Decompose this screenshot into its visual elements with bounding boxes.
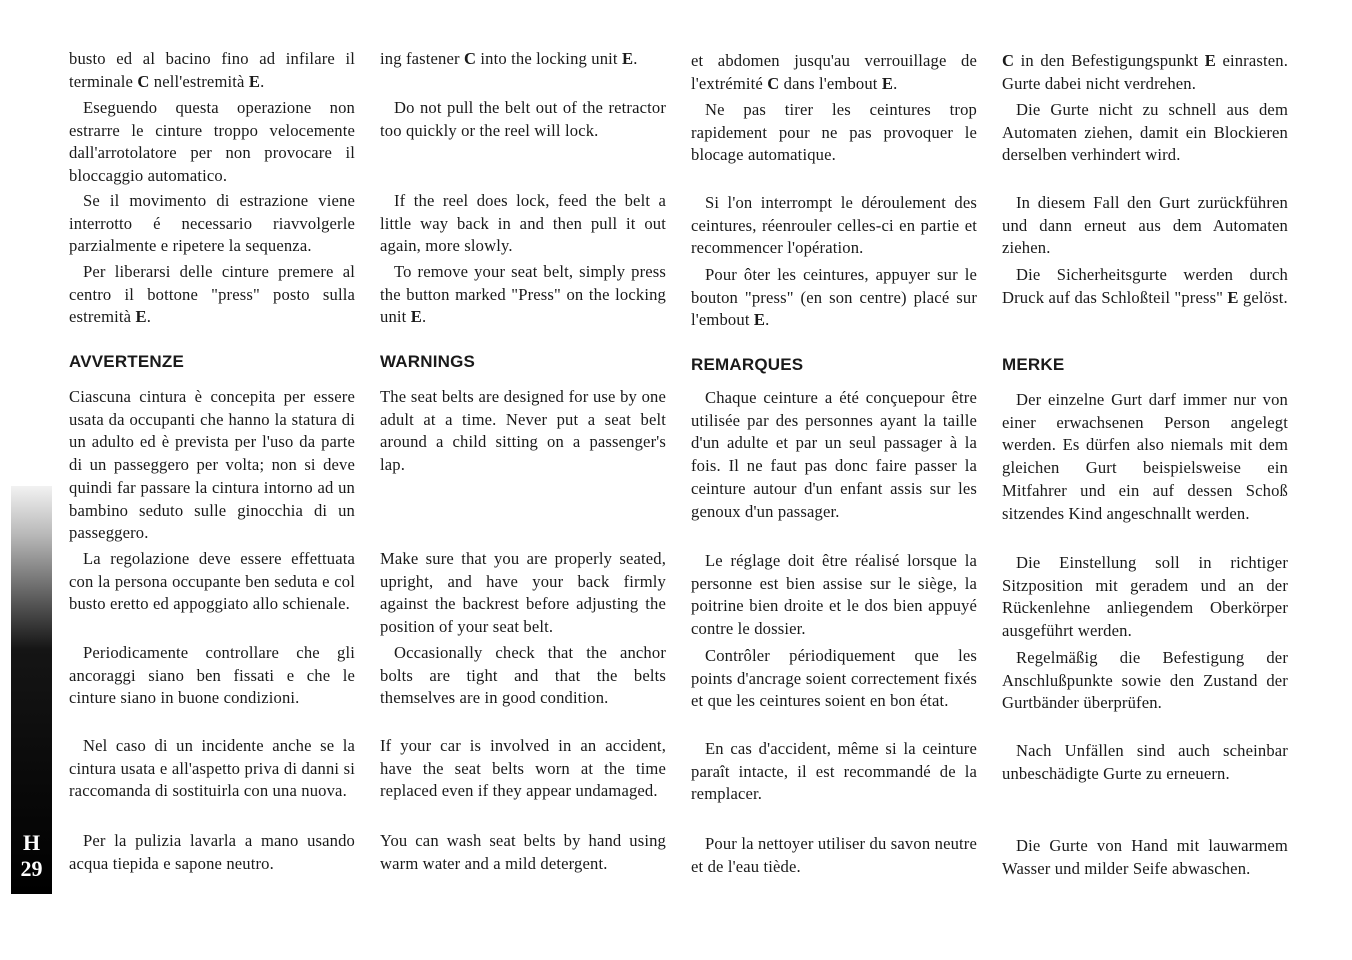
paragraph: Se il movimento di estrazione viene interrotto é necessario riavvolgerle parzialmente e ripetere la sequenza. <box>69 191 355 256</box>
paragraph: In diesem Fall den Gurt zurückführen und dann erneut aus dem Automaten ziehen. <box>1002 193 1288 258</box>
paragraph: Nel caso di un incidente anche se la cintura usata e all'aspetto priva di danni si raccomanda di sostituirla con una nuova. <box>69 736 355 801</box>
paragraph: If the reel does lock, feed the belt a little way back in and then pull it out again, more slowly. <box>380 191 666 256</box>
paragraph: Die Sicherheitsgurte werden durch Druck auf das Schloßteil "press" E gelöst. <box>1002 265 1288 307</box>
paragraph: Ne pas tirer les ceintures trop rapidement pour ne pas provoquer le blocage automatique. <box>691 100 977 165</box>
section-tab <box>11 486 52 894</box>
paragraph: Ciascuna cintura è concepita per essere usata da occupanti che hanno la statura di un adulto ed è prevista per l'uso da parte di un passeggero per volta; non si deve quindi far passare la cintura intorno ad un bambino seduto sulle ginocchia di un passeggero. <box>69 387 355 543</box>
paragraph: C in den Befestigungspunkt E einrasten. Gurte dabei nicht verdrehen. <box>1002 51 1288 93</box>
paragraph: Regelmäßig die Befestigung der Anschlußpunkte sowie den Zustand der Gurtbänder überprüfen. <box>1002 648 1288 713</box>
section-heading: REMARQUES <box>691 355 804 374</box>
paragraph: Eseguendo questa operazione non estrarre le cinture troppo velocemente dall'arrotolatore per non provocare il bloccaggio automatico. <box>69 98 355 186</box>
paragraph: ing fastener C into the locking unit E. <box>380 49 638 68</box>
paragraph: Periodicamente controllare che gli ancoraggi siano ben fissati e che le cinture siano in buone condizioni. <box>69 643 355 708</box>
paragraph: Pour ôter les ceintures, appuyer sur le bouton "press" (en son centre) placé sur l'embout E. <box>691 265 977 330</box>
paragraph: busto ed al bacino fino ad infilare il terminale C nell'estremità E. <box>69 49 355 91</box>
paragraph: En cas d'accident, même si la ceinture paraît intacte, il est recommandé de la remplacer. <box>691 739 977 804</box>
paragraph: Do not pull the belt out of the retractor too quickly or the reel will lock. <box>380 98 666 140</box>
section-letter: H <box>22 830 41 855</box>
section-heading: WARNINGS <box>380 352 476 371</box>
paragraph: Le réglage doit être réalisé lorsque la personne est bien assise sur le siège, la poitrine bien droite et le dos bien appuyé contre le dossier. <box>691 551 977 639</box>
page-number: 29 <box>20 856 43 881</box>
paragraph: Die Einstellung soll in richtiger Sitzposition mit geradem und an der Rückenlehne anliegendem Oberkörper ausgeführt werden. <box>1002 553 1288 641</box>
paragraph: To remove your seat belt, simply press the button marked "Press" on the locking unit E. <box>380 262 666 327</box>
paragraph: Make sure that you are properly seated, upright, and have your back firmly against the backrest before adjusting the position of your seat belt. <box>380 549 666 637</box>
paragraph: If your car is involved in an accident, have the seat belts worn at the time replaced even if they appear undamaged. <box>380 736 666 801</box>
paragraph: Pour la nettoyer utiliser du savon neutre et de l'eau tiède. <box>691 834 977 876</box>
paragraph: The seat belts are designed for use by one adult at a time. Never put a seat belt around a child sitting on a passenger's lap. <box>380 387 666 475</box>
paragraph: Contrôler périodiquement que les points d'ancrage soient correctement fixés et que les ceintures soient en bon état. <box>691 646 977 711</box>
paragraph: You can wash seat belts by hand using warm water and a mild detergent. <box>380 831 666 873</box>
paragraph: Die Gurte von Hand mit lauwarmem Wasser und milder Seife abwaschen. <box>1002 836 1288 878</box>
paragraph: Per la pulizia lavarla a mano usando acqua tiepida e sapone neutro. <box>69 831 355 873</box>
paragraph: Si l'on interrompt le déroulement des ceintures, réenrouler celles-ci en partie et recommencer l'opération. <box>691 193 977 258</box>
paragraph: Occasionally check that the anchor bolts are tight and that the belts themselves are in good condition. <box>380 643 666 708</box>
paragraph: La regolazione deve essere effettuata con la persona occupante ben seduta e col busto eretto ed appoggiato allo schienale. <box>69 549 355 614</box>
paragraph: Der einzelne Gurt darf immer nur von einer erwachsenen Person angelegt werden. Es dürfen also niemals mit dem gleichen Gurt beispielsweise ein Mitfahrer und ein auf dessen Schoß sitzendes Kind angeschnallt werden. <box>1002 390 1288 523</box>
paragraph: Die Gurte nicht zu schnell aus dem Automaten ziehen, damit ein Blockieren derselben verhindert wird. <box>1002 100 1288 165</box>
paragraph: Nach Unfällen sind auch scheinbar unbeschädigte Gurte zu erneuern. <box>1002 741 1288 783</box>
paragraph: Chaque ceinture a été conçuepour être utilisée par des personnes ayant la taille d'un adulte et par un seul passager à la fois. Il ne faut pas donc faire passer la ceinture autour d'un enfant assis sur les genoux d'un passager. <box>691 388 977 521</box>
section-heading: MERKE <box>1002 355 1065 374</box>
section-heading: AVVERTENZE <box>69 352 185 371</box>
paragraph: et abdomen jusqu'au verrouillage de l'extrémité C dans l'embout E. <box>691 51 977 93</box>
paragraph: Per liberarsi delle cinture premere al centro il bottone "press" posto sulla estremità E. <box>69 262 355 327</box>
